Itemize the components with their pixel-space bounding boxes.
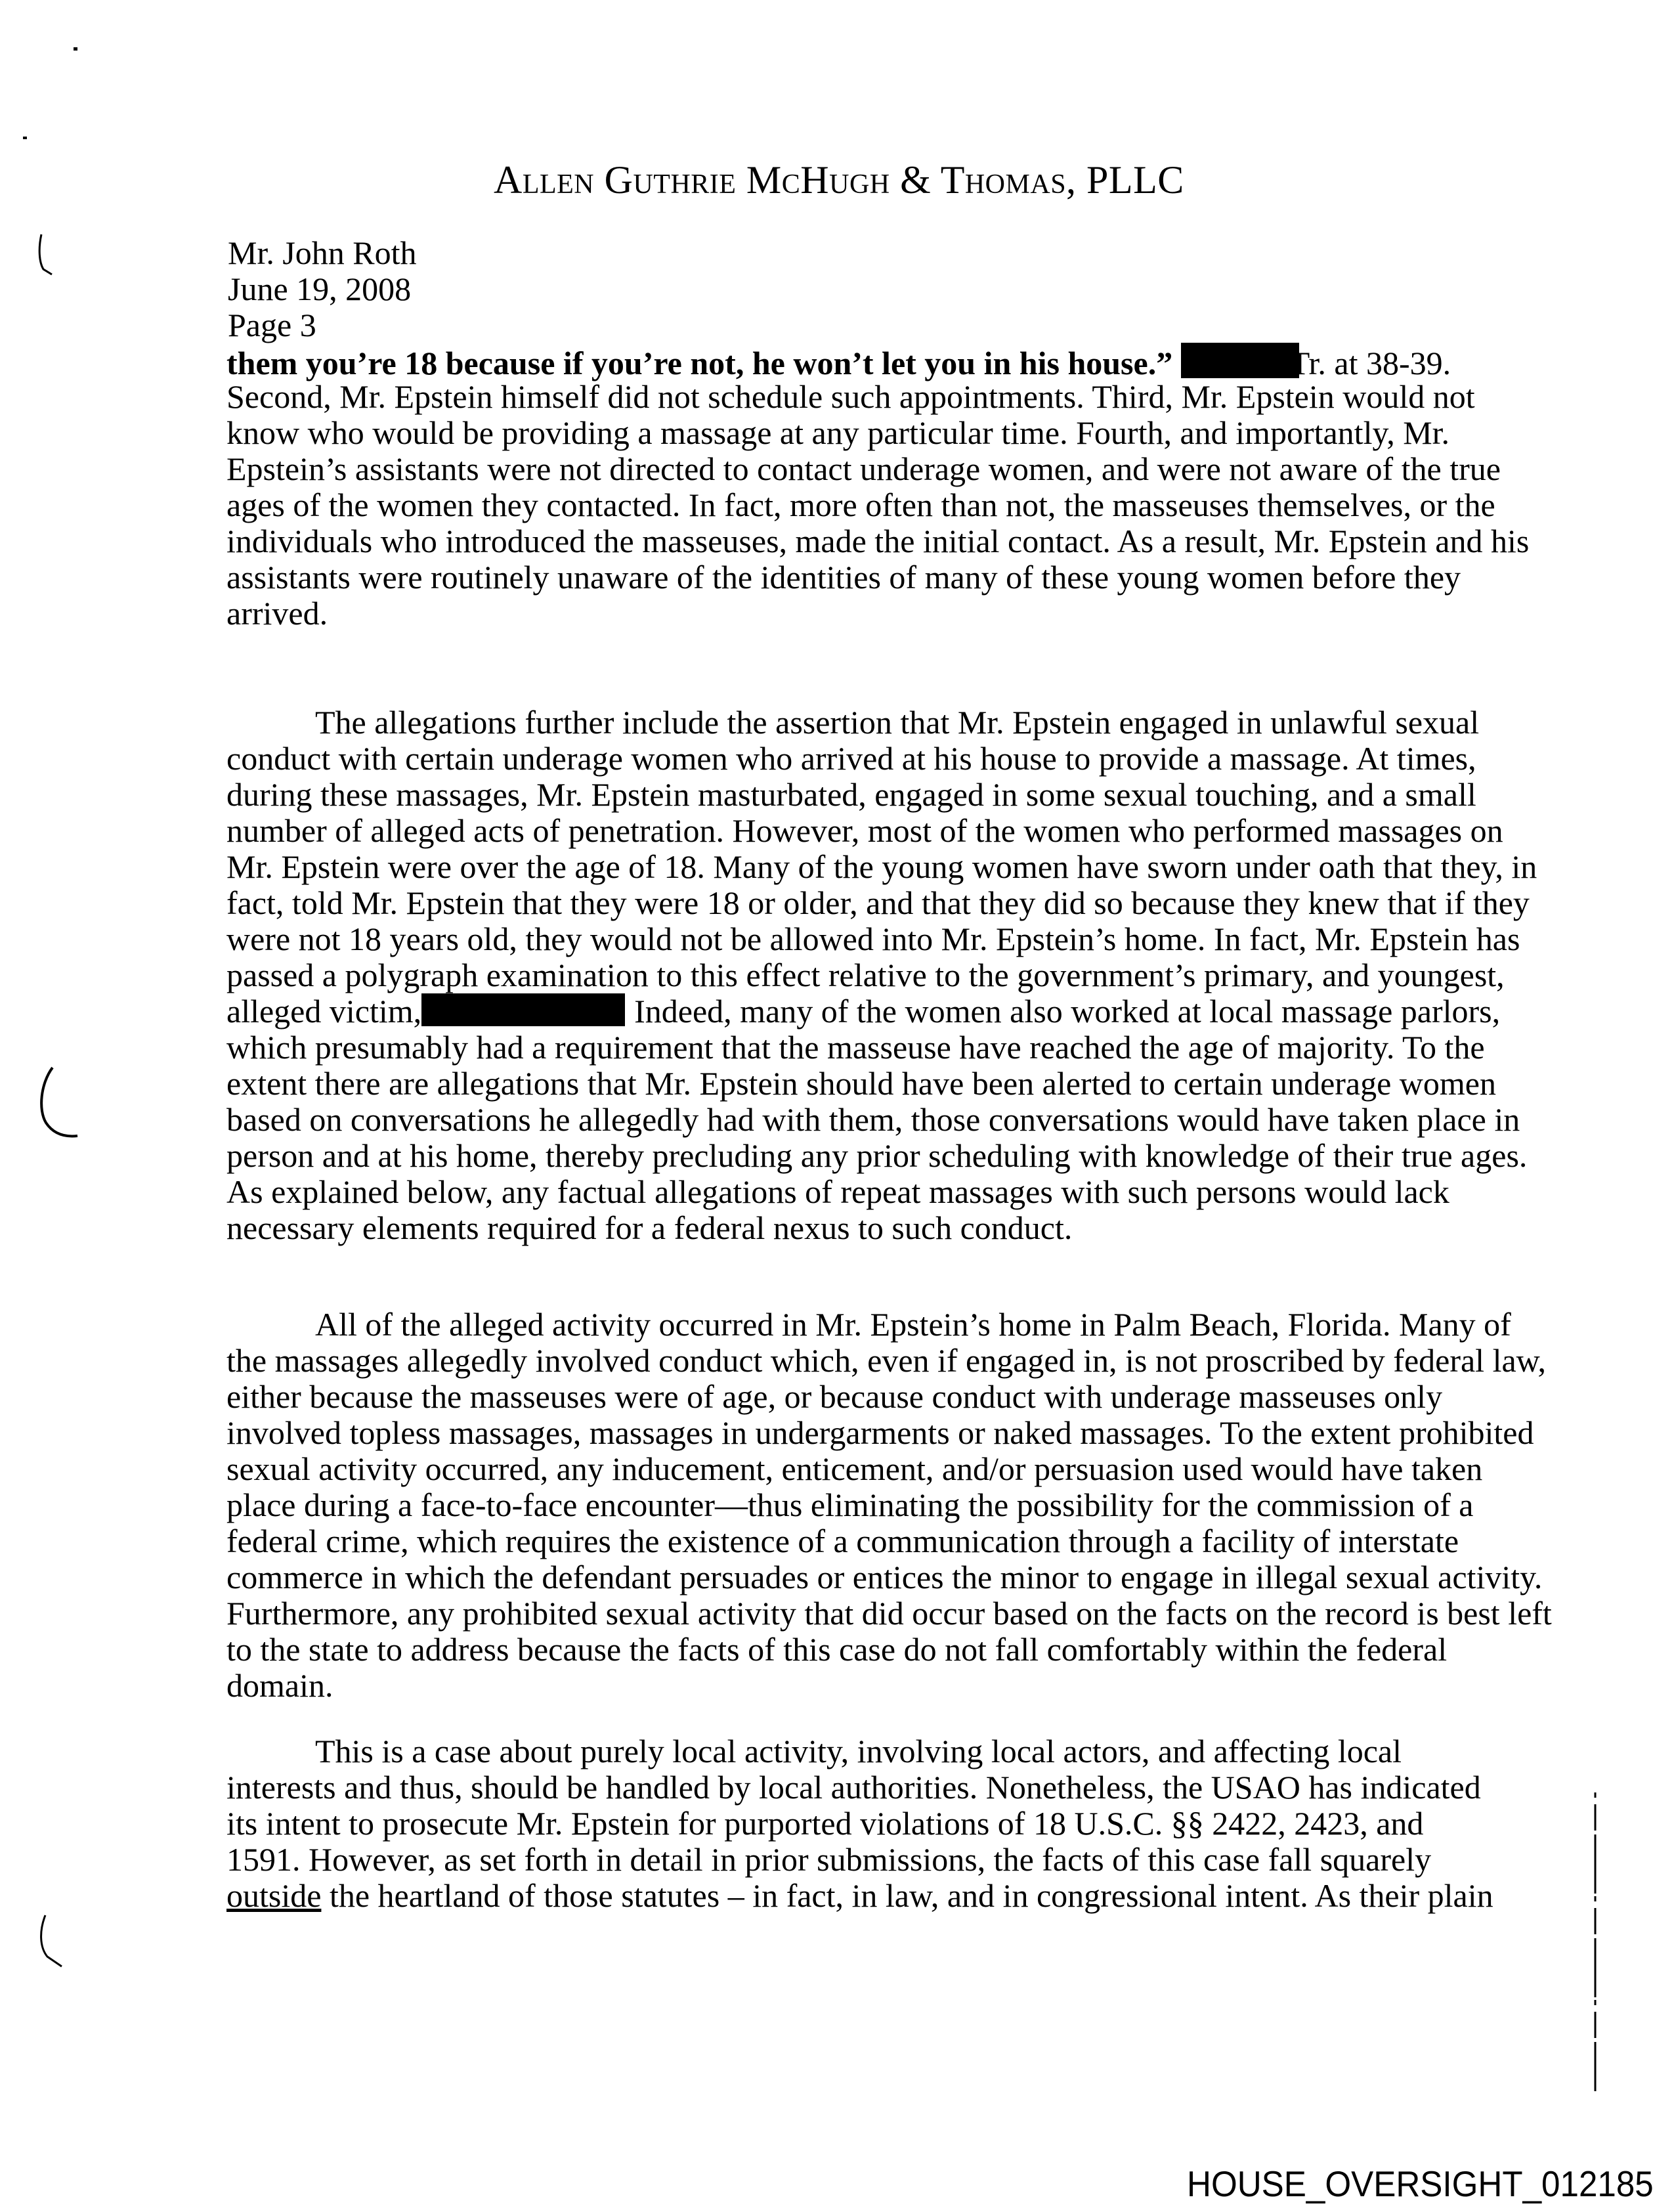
text: alleged victim,: [226, 993, 422, 1030]
paragraph-1-line: Second, Mr. Epstein himself did not schedule such appointments. Third, Mr. Epstein would not: [226, 378, 1475, 415]
speck: [74, 47, 77, 51]
speck: [23, 137, 27, 139]
paragraph-4-line: 1591. However, as set forth in detail in prior submissions, the facts of this case fall squarely: [226, 1841, 1432, 1878]
paragraph-1-line: assistants were routinely unaware of the identities of many of these young women before they: [226, 559, 1461, 596]
paragraph-2-line: which presumably had a requirement that the masseuse have reached the age of majority. To the: [226, 1029, 1485, 1066]
paragraph-2-line: fact, told Mr. Epstein that they were 18 or older, and that they did so because they knew that if they: [226, 884, 1530, 921]
margin-mark: [39, 234, 52, 274]
margin-mark: [41, 1068, 77, 1136]
paragraph-3-line: commerce in which the defendant persuades or entices the minor to engage in illegal sexual activity.: [226, 1559, 1543, 1595]
paragraph-3-line: domain.: [226, 1667, 333, 1704]
paragraph-2-line: necessary elements required for a federal nexus to such conduct.: [226, 1209, 1073, 1246]
paragraph-2-line: As explained below, any factual allegations of repeat massages with such persons would lack: [226, 1173, 1449, 1210]
paragraph-1-line: individuals who introduced the masseuses, made the initial contact. As a result, Mr. Epstein and his: [226, 523, 1530, 559]
paragraph-1-line: arrived.: [226, 595, 328, 632]
recipient: Mr. John Roth: [228, 234, 417, 271]
emphasized-word: outside: [226, 1877, 322, 1914]
paragraph-3-line: to the state to address because the facts of this case do not fall comfortably within the federal: [226, 1631, 1448, 1668]
paragraph-2-line: based on conversations he allegedly had with them, those conversations would have taken place in: [226, 1101, 1520, 1138]
paragraph-4-line: interests and thus, should be handled by local authorities. Nonetheless, the USAO has indicated: [226, 1769, 1481, 1806]
letterhead: Allen Guthrie McHugh & Thomas, PLLC: [494, 158, 1184, 202]
paragraph-2-line: number of alleged acts of penetration. However, most of the women who performed massages on: [226, 812, 1503, 849]
transcript-cite: Tr. at 38-39.: [1289, 345, 1451, 381]
paragraph-3-line: Furthermore, any prohibited sexual activity that did occur based on the facts on the record is best left: [226, 1595, 1552, 1632]
text: Indeed, many of the women also worked at local massage parlors,: [634, 993, 1501, 1030]
paragraph-4-line: This is a case about purely local activity, involving local actors, and affecting local: [315, 1733, 1402, 1769]
text: the heartland of those statutes – in fact, in law, and in congressional intent. As their plain: [321, 1877, 1493, 1914]
paragraph-2-line: during these massages, Mr. Epstein masturbated, engaged in some sexual touching, and a small: [226, 776, 1476, 813]
paragraph-3-line: involved topless massages, massages in undergarments or naked massages. To the extent prohibited: [226, 1414, 1534, 1451]
paragraph-2-line: extent there are allegations that Mr. Epstein should have been alerted to certain underage women: [226, 1065, 1496, 1102]
paragraph-3-line: either because the masseuses were of age, or because conduct with underage masseuses only: [226, 1378, 1443, 1415]
paragraph-3-line: All of the alleged activity occurred in Mr. Epstein’s home in Palm Beach, Florida. Many of: [315, 1306, 1511, 1343]
paragraph-1-line: ages of the women they contacted. In fact, more often than not, the masseuses themselves, or the: [226, 487, 1495, 523]
paragraph-1-line: know who would be providing a massage at any particular time. Fourth, and importantly, Mr.: [226, 414, 1450, 451]
paragraph-3-line: place during a face-to-face encounter—thus eliminating the possibility for the commission of a: [226, 1486, 1474, 1523]
paragraph-3-line: the massages allegedly involved conduct which, even if engaged in, is not proscribed by federal law,: [226, 1342, 1547, 1379]
paragraph-4-line: its intent to prosecute Mr. Epstein for purported violations of 18 U.S.C. §§ 2422, 2423, and: [226, 1805, 1424, 1842]
bates-number: HOUSE_OVERSIGHT_012185: [1187, 2163, 1654, 2204]
quoted-testimony: them you’re 18 because if you’re not, he won’t let you in his house.”: [226, 345, 1173, 381]
margin-mark: [41, 1915, 62, 1966]
paragraph-2-line: Mr. Epstein were over the age of 18. Many of the young women have sworn under oath that they, in: [226, 848, 1537, 885]
paragraph-1-line: Epstein’s assistants were not directed to contact underage women, and were not aware of the true: [226, 450, 1501, 487]
paragraph-2-line: The allegations further include the assertion that Mr. Epstein engaged in unlawful sexual: [315, 704, 1480, 741]
paragraph-2-line: were not 18 years old, they would not be allowed into Mr. Epstein’s home. In fact, Mr. Epstein has: [226, 921, 1520, 957]
letter-date: June 19, 2008: [228, 271, 412, 307]
paragraph-2-line: passed a polygraph examination to this effect relative to the government’s primary, and youngest,: [226, 957, 1505, 993]
page-number: Page 3: [228, 307, 316, 343]
paragraph-3-line: federal crime, which requires the existence of a communication through a facility of interstate: [226, 1523, 1459, 1559]
paragraph-2-line: person and at his home, thereby precluding any prior scheduling with knowledge of their true ages.: [226, 1137, 1528, 1174]
paragraph-2-line: conduct with certain underage women who arrived at his house to provide a massage. At times,: [226, 740, 1476, 777]
paragraph-3-line: sexual activity occurred, any inducement, enticement, and/or persuasion used would have taken: [226, 1450, 1483, 1487]
